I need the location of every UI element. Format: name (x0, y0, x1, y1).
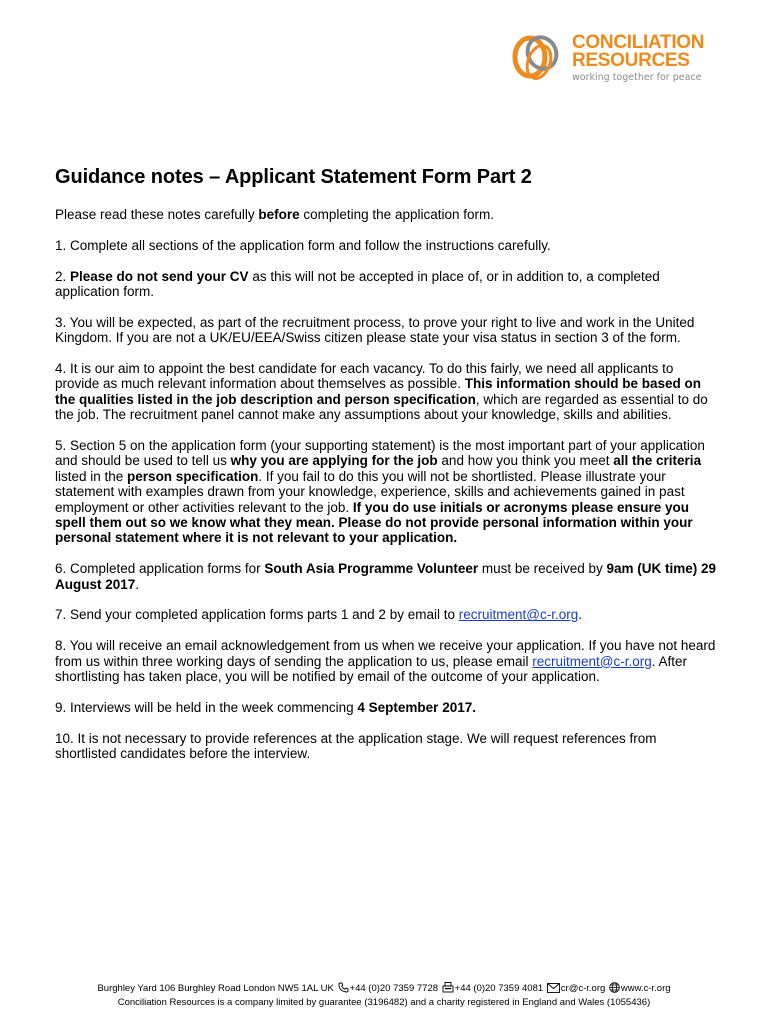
note-6-text-2: must be received by (478, 561, 607, 577)
recruitment-email-link[interactable]: recruitment@c-r.org (458, 607, 579, 623)
note-6-text-1: 6. Completed application forms for (55, 561, 265, 577)
note-4-text: 4. It is our aim to appoint the best candidate for each vacancy. To do this fairly, we need all applicants to provide as much relevant information about themselves as possible. (55, 361, 674, 392)
page-title: Guidance notes – Applicant Statement Form Part 2 (55, 166, 532, 188)
logo-name-line-2: RESOURCES (572, 50, 690, 71)
note-5-text-1: 5. Section 5 on the application form (your supporting statement) is the most important part of your application and should be used to tell us (55, 438, 705, 469)
note-8 (55, 638, 720, 684)
logo-tagline: working together for peace (572, 72, 702, 83)
footer-website: www.c-r.org (620, 983, 671, 994)
logo-rings-icon (510, 30, 568, 88)
note-6-text-3: . (135, 576, 140, 592)
note-5-text-2: and how you think you meet (437, 453, 614, 469)
email-icon (547, 983, 560, 997)
fax-icon (442, 982, 454, 997)
intro-text-end: completing the application form. (299, 207, 494, 222)
page-footer (0, 982, 768, 1009)
footer-phone: +44 (0)20 7359 7728 (349, 983, 439, 994)
note-3: 3. You will be expected, as part of the recruitment process, to prove your right to live and work in the United Kingdom. If you are not a UK/EU/EEA/Swiss citizen please state your visa status in section 3 of the form. (55, 314, 695, 346)
note-7-text-end: . (578, 607, 582, 623)
note-5-emphasis-4: If you do use initials or acronyms please ensure you spell them out so we know what they mean. Please do not provide personal information within your personal statement where it is not relevant to your application. (55, 499, 693, 546)
note-10: 10. It is not necessary to provide references at the application stage. We will request references from shortlisted candidates before the interview. (55, 730, 657, 762)
note-2-text: as this will not be accepted in place of, or in addition to, a completed application form. (55, 268, 660, 299)
recruitment-email-link-2[interactable]: recruitment@c-r.org (532, 653, 652, 669)
note-7-text: 7. Send your completed application forms parts 1 and 2 by email to (55, 607, 459, 623)
note-2-number: 2. (55, 268, 71, 284)
footer-contact-line (0, 982, 768, 997)
note-7 (55, 607, 720, 622)
note-5-emphasis-3: person specification (127, 468, 259, 484)
note-8-text-end: . After shortlisting has taken place, you will be notified by email of the outcome of your application. (55, 653, 688, 685)
note-8-text: 8. You will receive an email acknowledgement from us when we receive your application. If you have not heard from us within three working days of sending the application to us, please email (55, 638, 716, 669)
organisation-logo (510, 30, 725, 90)
note-5-text-3: listed in the (55, 468, 128, 484)
note-4-text-end: , which are regarded as essential to do the job. The recruitment panel cannot make any assumptions about your knowledge, skills and abilities. (55, 391, 708, 423)
note-9 (55, 700, 720, 715)
note-5-text-4: . If you fail to do this you will not be shortlisted. Please illustrate your statement with examples drawn from your knowledge, experience, skills and achievements gained in past employment or other activities relevant to the job. (55, 468, 685, 515)
note-1: 1. Complete all sections of the application form and follow the instructions carefully. (55, 237, 551, 253)
globe-icon (609, 982, 620, 997)
note-6-role: South Asia Programme Volunteer (264, 561, 479, 577)
guidance-notes-body (55, 207, 720, 777)
note-5 (55, 438, 720, 546)
note-2 (55, 269, 720, 300)
intro-emphasis: before (258, 207, 300, 222)
footer-address: Burghley Yard 106 Burghley Road London NW5 1AL UK (97, 983, 334, 994)
intro-text: Please read these notes carefully (55, 207, 259, 222)
note-2-emphasis: Please do not send your CV (70, 268, 249, 284)
note-5-emphasis-1: why you are applying for the job (230, 453, 438, 469)
note-5-emphasis-2: all the criteria (613, 453, 702, 469)
note-9-text: 9. Interviews will be held in the week commencing (55, 699, 358, 715)
intro-paragraph (55, 207, 720, 222)
note-4-emphasis: This information should be based on the qualities listed in the job description and person specification (55, 376, 701, 407)
logo-name-line-1: CONCILIATION (572, 32, 705, 53)
footer-legal-line: Conciliation Resources is a company limited by guarantee (3196482) and a charity registered in England and Wales (1055436) (117, 997, 651, 1008)
note-9-date: 4 September 2017. (357, 699, 476, 715)
footer-fax: +44 (0)20 7359 4081 (454, 983, 544, 994)
note-6 (55, 561, 720, 592)
footer-email: cr@c-r.org (560, 983, 606, 994)
note-6-deadline: 9am (UK time) 29 August 2017 (55, 561, 717, 592)
note-4 (55, 361, 720, 423)
phone-icon (338, 982, 349, 997)
